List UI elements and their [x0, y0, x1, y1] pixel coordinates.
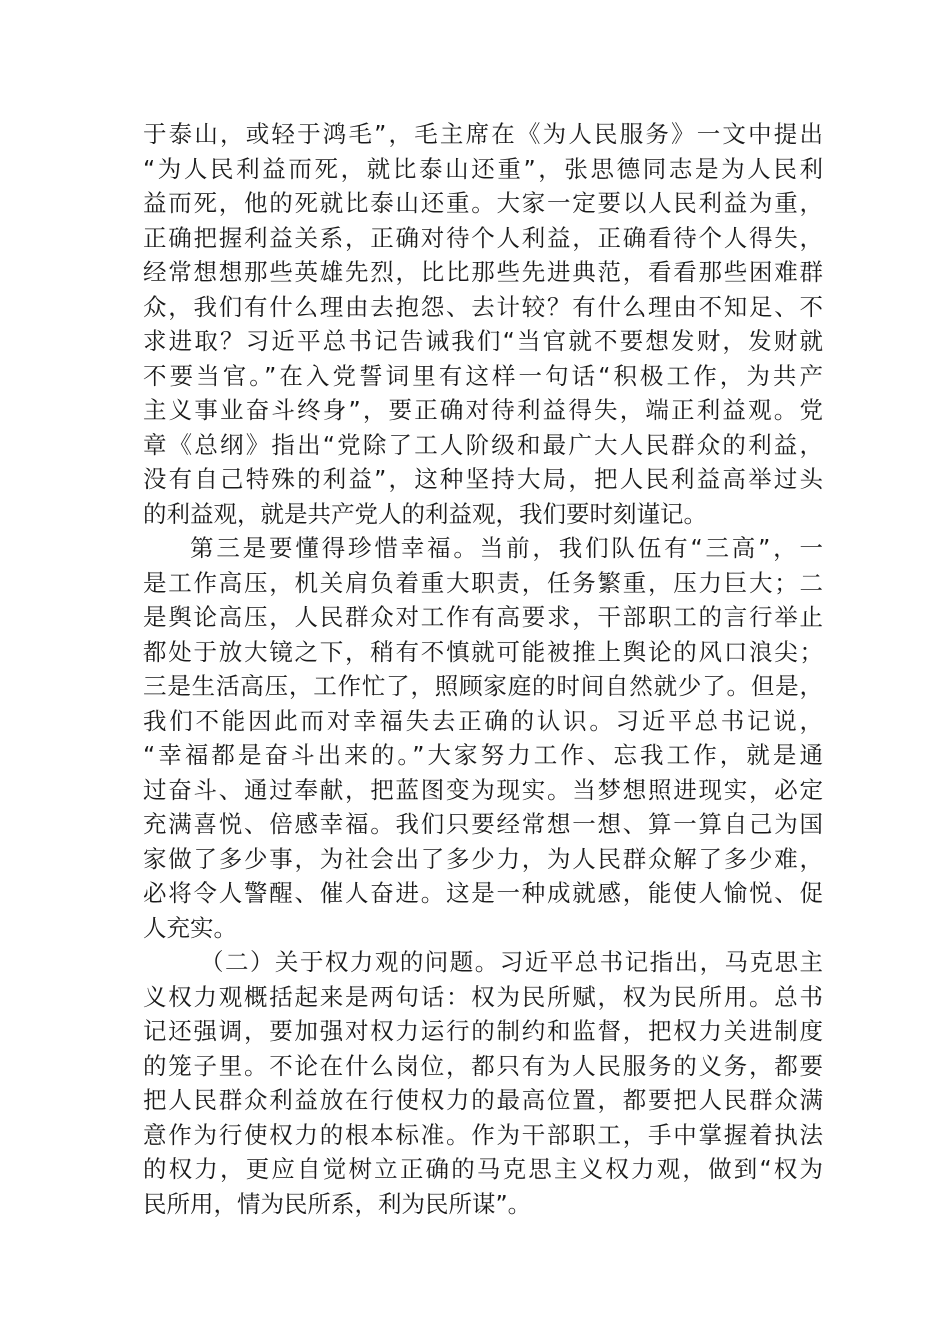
text-line: 章《总纲》指出“党除了工人阶级和最广大人民群众的利益， — [143, 430, 823, 459]
text-line: 必将令人警醒、催人奋进。这是一种成就感，能使人愉悦、促 — [143, 879, 823, 907]
paragraph-end-line: 民所用，情为民所系，利为民所谋”。 — [143, 1189, 532, 1218]
paragraph-end-line: 人充实。 — [143, 913, 237, 942]
text-line: 主义事业奋斗终身”，要正确对待利益得失，端正利益观。党 — [143, 396, 823, 424]
text-line: 于泰山，或轻于鸿毛”，毛主席在《为人民服务》一文中提出 — [143, 120, 823, 148]
section-heading-line: （二）关于权力观的问题。习近平总书记指出，马克思主 — [200, 948, 823, 976]
text-line: 把人民群众利益放在行使权力的最高位置，都要把人民群众满 — [143, 1086, 823, 1114]
text-line: 不要当官。”在入党誓词里有这样一句话“积极工作，为共产 — [143, 361, 823, 390]
body-text — [143, 117, 823, 1221]
text-line: 过奋斗、通过奉献，把蓝图变为现实。当梦想照进现实，必定 — [143, 775, 823, 804]
text-line: 三是生活高压，工作忙了，照顾家庭的时间自然就少了。但是， — [143, 672, 823, 700]
text-line: 众，我们有什么理由去抱怨、去计较？有什么理由不知足、不 — [143, 292, 823, 321]
text-line: 没有自己特殊的利益”，这种坚持大局，把人民利益高举过头 — [143, 465, 823, 493]
text-line: 都处于放大镜之下，稍有不慎就可能被推上舆论的风口浪尖； — [143, 637, 823, 666]
paragraph-start-line: 第三是要懂得珍惜幸福。当前，我们队伍有“三高”，一 — [190, 534, 823, 562]
text-line: 我们不能因此而对幸福失去正确的认识。习近平总书记说， — [143, 706, 823, 735]
text-line: 记还强调，要加强对权力运行的制约和监督，把权力关进制度 — [143, 1017, 823, 1045]
text-line: 意作为行使权力的根本标准。作为干部职工，手中掌握着执法 — [143, 1120, 823, 1149]
text-line: 充满喜悦、倍感幸福。我们只要经常想一想、算一算自己为国 — [143, 810, 823, 838]
text-line: 义权力观概括起来是两句话：权为民所赋，权为民所用。总书 — [143, 982, 823, 1011]
text-line: 家做了多少事，为社会出了多少力，为人民群众解了多少难， — [143, 844, 823, 873]
text-line: 是工作高压，机关肩负着重大职责，任务繁重，压力巨大；二 — [143, 568, 823, 597]
text-line: 益而死，他的死就比泰山还重。大家一定要以人民利益为重， — [143, 189, 823, 217]
text-line: 的笼子里。不论在什么岗位，都只有为人民服务的义务，都要 — [143, 1051, 823, 1080]
paragraph-end-line: 的利益观，就是共产党人的利益观，我们要时刻谨记。 — [143, 499, 707, 528]
text-line: “幸福都是奋斗出来的。”大家努力工作、忘我工作，就是通 — [143, 741, 823, 769]
text-line: 正确把握利益关系，正确对待个人利益，正确看待个人得失， — [143, 223, 823, 252]
text-line: “为人民利益而死，就比泰山还重”，张思德同志是为人民利 — [143, 154, 823, 183]
text-line: 的权力，更应自觉树立正确的马克思主义权力观，做到“权为 — [143, 1155, 823, 1183]
text-line: 经常想想那些英雄先烈，比比那些先进典范，看看那些困难群 — [143, 258, 823, 286]
text-line: 求进取？习近平总书记告诫我们“当官就不要想发财，发财就 — [143, 327, 823, 355]
text-line: 是舆论高压，人民群众对工作有高要求，干部职工的言行举止 — [143, 603, 823, 631]
